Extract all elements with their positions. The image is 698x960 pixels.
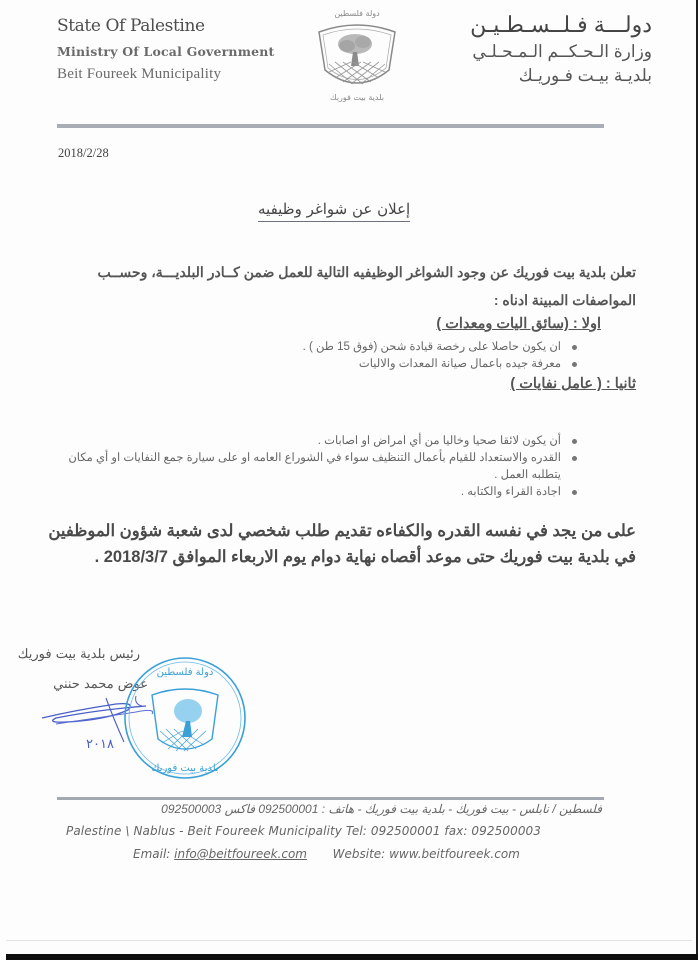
stamp-top-text: دولة فلسطين	[156, 667, 214, 678]
list-item	[219, 339, 579, 356]
signatory-name: عوض محمد حنني	[53, 677, 148, 692]
list-item	[59, 484, 579, 501]
signatory-title: رئيس بلدية بيت فوريك	[17, 647, 140, 662]
scan-bottom-border	[6, 954, 698, 960]
document-date: 2018/2/28	[58, 146, 109, 160]
bullet-icon	[572, 439, 577, 444]
header-state-ar: دولـــة فـلــسـطـيـن	[470, 12, 652, 37]
crest-top-text: دولة فلسطين	[334, 9, 380, 18]
crest-bottom-text: بلدية بيت فوريك	[330, 93, 384, 102]
header-ministry-en: Ministry Of Local Government	[57, 44, 275, 59]
section-heading-2: ثانيا : ( عامل نفايات )	[510, 376, 636, 392]
footer-contact	[133, 847, 520, 861]
bullet-icon	[572, 456, 577, 461]
footer-address-ar: فلسطين / نابلس - بيت فوريك - بلدية بيت فوريك - هاتف : 092500001 فاكس 092500003	[161, 802, 602, 816]
list-item	[219, 356, 579, 373]
signature-date: ٢٠١٨	[86, 737, 114, 752]
website-link[interactable]: www.beitfoureek.com	[389, 847, 520, 861]
official-stamp-icon	[122, 655, 248, 781]
header-divider	[57, 124, 604, 128]
header-english	[57, 16, 275, 83]
footer-address-en: Palestine \ Nablus - Beit Foureek Municipality Tel: 092500001 fax: 092500003	[66, 824, 542, 838]
section-list-1	[219, 339, 579, 373]
header-arabic	[470, 12, 652, 86]
header-municipality-ar: بلديـة بيـت فـوريـك	[518, 66, 652, 85]
email-link[interactable]: info@beitfoureek.com	[174, 847, 307, 861]
stamp-bottom-text: بلدية بيت فوريك	[151, 763, 219, 774]
footer-divider	[57, 797, 604, 800]
email-label: Email:	[133, 847, 171, 861]
closing-paragraph: على من يجد في نفسه القدره والكفاءه تقديم طلب شخصي لدى شعبة شؤون الموظفين في بلدية بيت فوريك حتى موعد أقصاه نهاية دوام يوم الاربعاء الموافق 2018/3/7 .	[48, 522, 636, 566]
list-item-text: القدره والاستعداد للقيام بأعمال التنظيف سواء في الشوراع العامه او على سيارة جمع النفايات او أي مكان يتطلبه العمل .	[68, 452, 561, 481]
bullet-icon	[572, 490, 577, 495]
header-state-en: State Of Palestine	[57, 16, 205, 36]
list-item-text: أن يكون لائقا صحيا وخاليا من أي امراض او اصابات .	[317, 435, 561, 447]
list-item-text: معرفة جيده باعمال صيانة المعدات والاليات	[358, 358, 561, 370]
list-item-text: اجادة القراء والكتابه .	[460, 486, 561, 498]
document-title: إعلان عن شواغر وظيفيه	[258, 200, 410, 222]
intro-paragraph: تعلن بلدية بيت فوريك عن وجود الشواغر الوظيفيه التالية للعمل ضمن كــادر البلديـــة، وحســب المواصفات المبينة ادناه :	[97, 264, 636, 308]
page-edge-line	[6, 940, 692, 941]
header-municipality-en: Beit Foureek Municipality	[57, 66, 222, 82]
website-label: Website:	[332, 847, 386, 861]
list-item	[59, 433, 579, 450]
bullet-icon	[572, 362, 577, 367]
list-item-text: ان يكون حاصلا على رخصة قيادة شحن (فوق 15 طن ) .	[302, 341, 561, 353]
municipality-crest-icon	[307, 4, 407, 104]
section-heading-1: اولا : (سائق اليات ومعدات )	[436, 316, 601, 332]
bullet-icon	[572, 345, 577, 350]
list-item	[59, 450, 579, 484]
header-ministry-ar: وزارة الـحـكــم الـمـحـلـي	[472, 42, 652, 61]
section-list-2	[59, 433, 579, 501]
